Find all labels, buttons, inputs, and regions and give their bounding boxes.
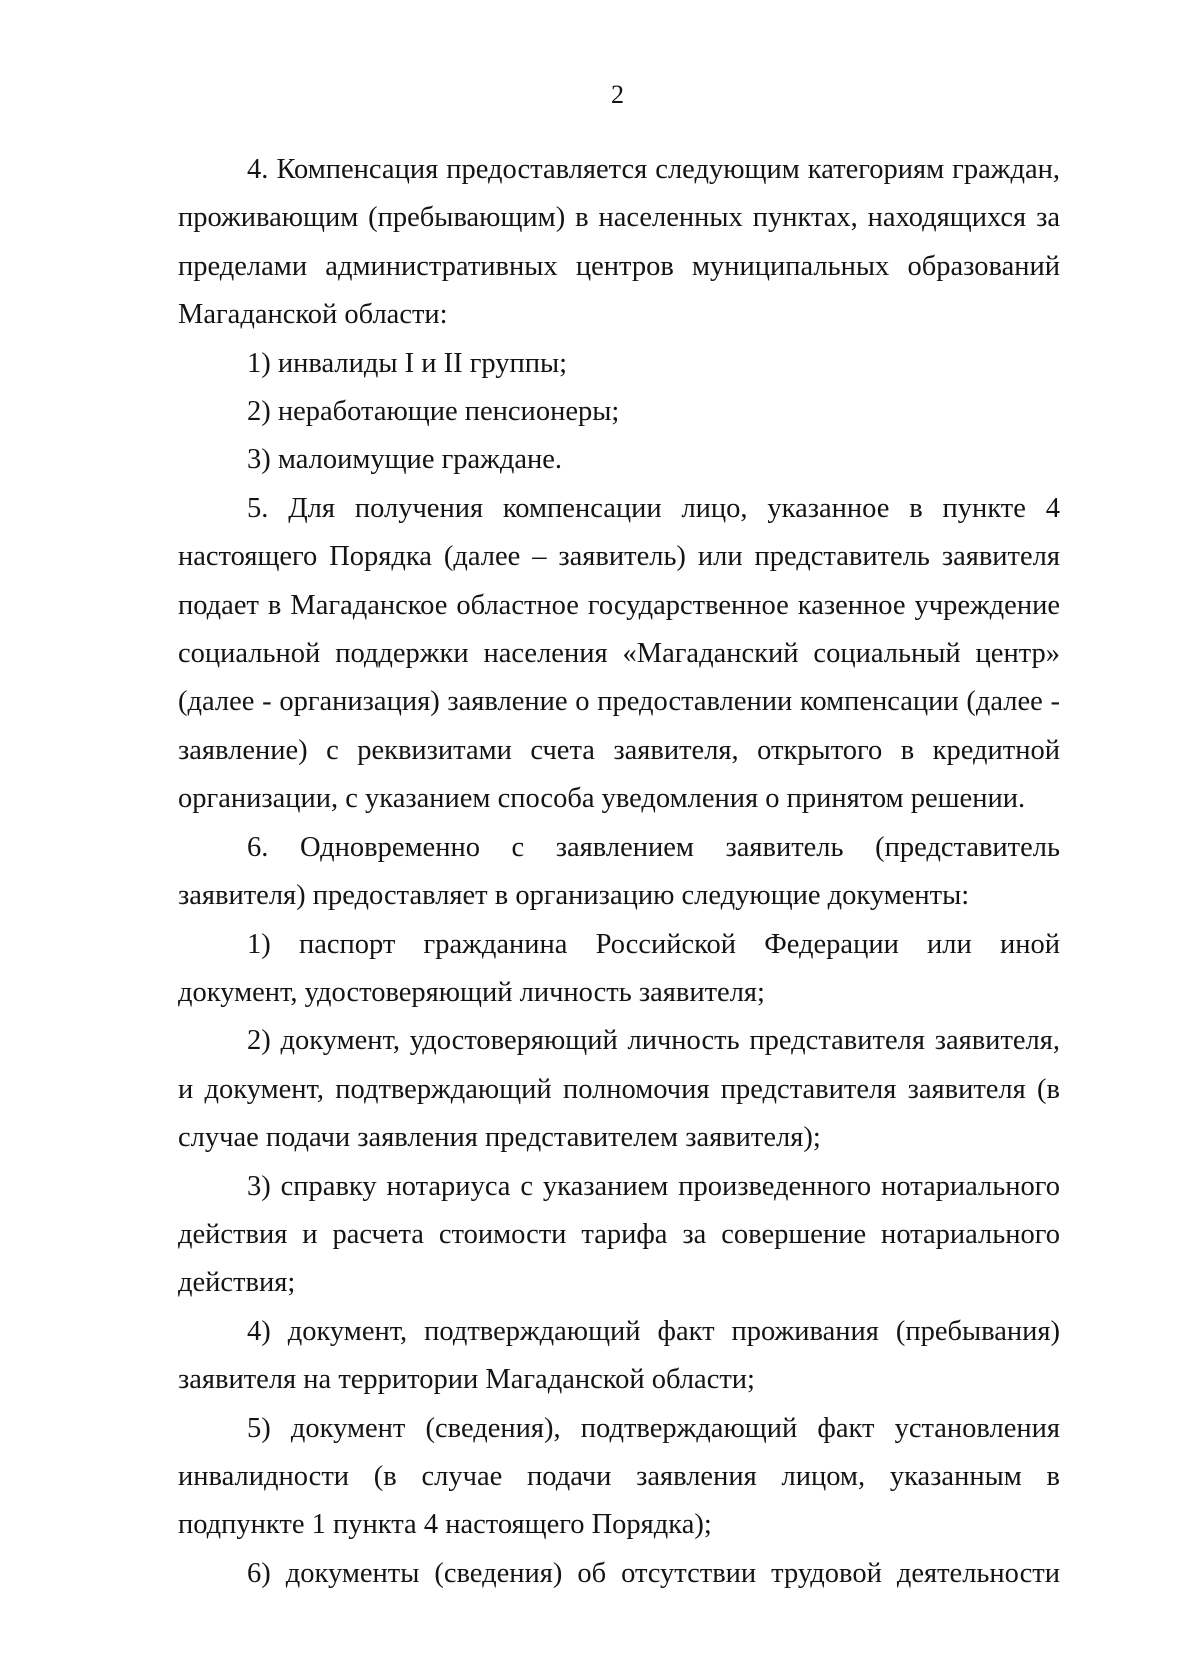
paragraph-item-5: 5. Для получения компенсации лицо, указанное в пункте 4 настоящего Порядка (далее – заявитель) или представитель заявителя подает в Магаданское областное государственное казенное учреждение социальной поддержки населения «Магаданский социальный центр» (далее - организация) заявление о предоставлении компенсации (далее - заявление) с реквизитами счета заявителя, открытого в кредитной организации, с указанием способа уведомления о принятом решении. — [178, 492, 1060, 815]
document-item-passport: 1) паспорт гражданина Российской Федерации или иной документ, удостоверяющий личность заявителя; — [178, 928, 1060, 1008]
paragraph-item-6: 6. Одновременно с заявлением заявитель (представитель заявителя) предоставляет в организацию следующие документы: — [178, 831, 1060, 912]
list-item-pensioners: 2) неработающие пенсионеры; — [247, 396, 620, 428]
list-item-low-income: 3) малоимущие граждане. — [247, 444, 563, 476]
page-number: 2 — [611, 80, 624, 109]
document-body — [178, 146, 1060, 1598]
document-item-representative: 2) документ, удостоверяющий личность представителя заявителя, и документ, подтверждающий полномочия представителя заявителя (в случае подачи заявления представителем заявителя); — [178, 1025, 1060, 1154]
paragraph-item-4: 4. Компенсация предоставляется следующим категориям граждан, проживающим (пребывающим) в населенных пунктах, находящихся за пределами административных центров муниципальных образований Магаданской области: — [178, 154, 1060, 331]
list-item-disabled: 1) инвалиды I и II группы; — [247, 347, 568, 379]
document-item-notary: 3) справку нотариуса с указанием произведенного нотариального действия и расчета стоимости тарифа за совершение нотариального действия; — [178, 1170, 1060, 1299]
document-item-employment: 6) документы (сведения) об отсутствии трудовой деятельности — [247, 1557, 1060, 1589]
document-item-residence: 4) документ, подтверждающий факт проживания (пребывания) заявителя на территории Магаданской области; — [178, 1315, 1060, 1396]
document-item-disability: 5) документ (сведения), подтверждающий факт установления инвалидности (в случае подачи заявления лицом, указанным в подпункте 1 пункта 4 настоящего Порядка); — [178, 1412, 1060, 1541]
